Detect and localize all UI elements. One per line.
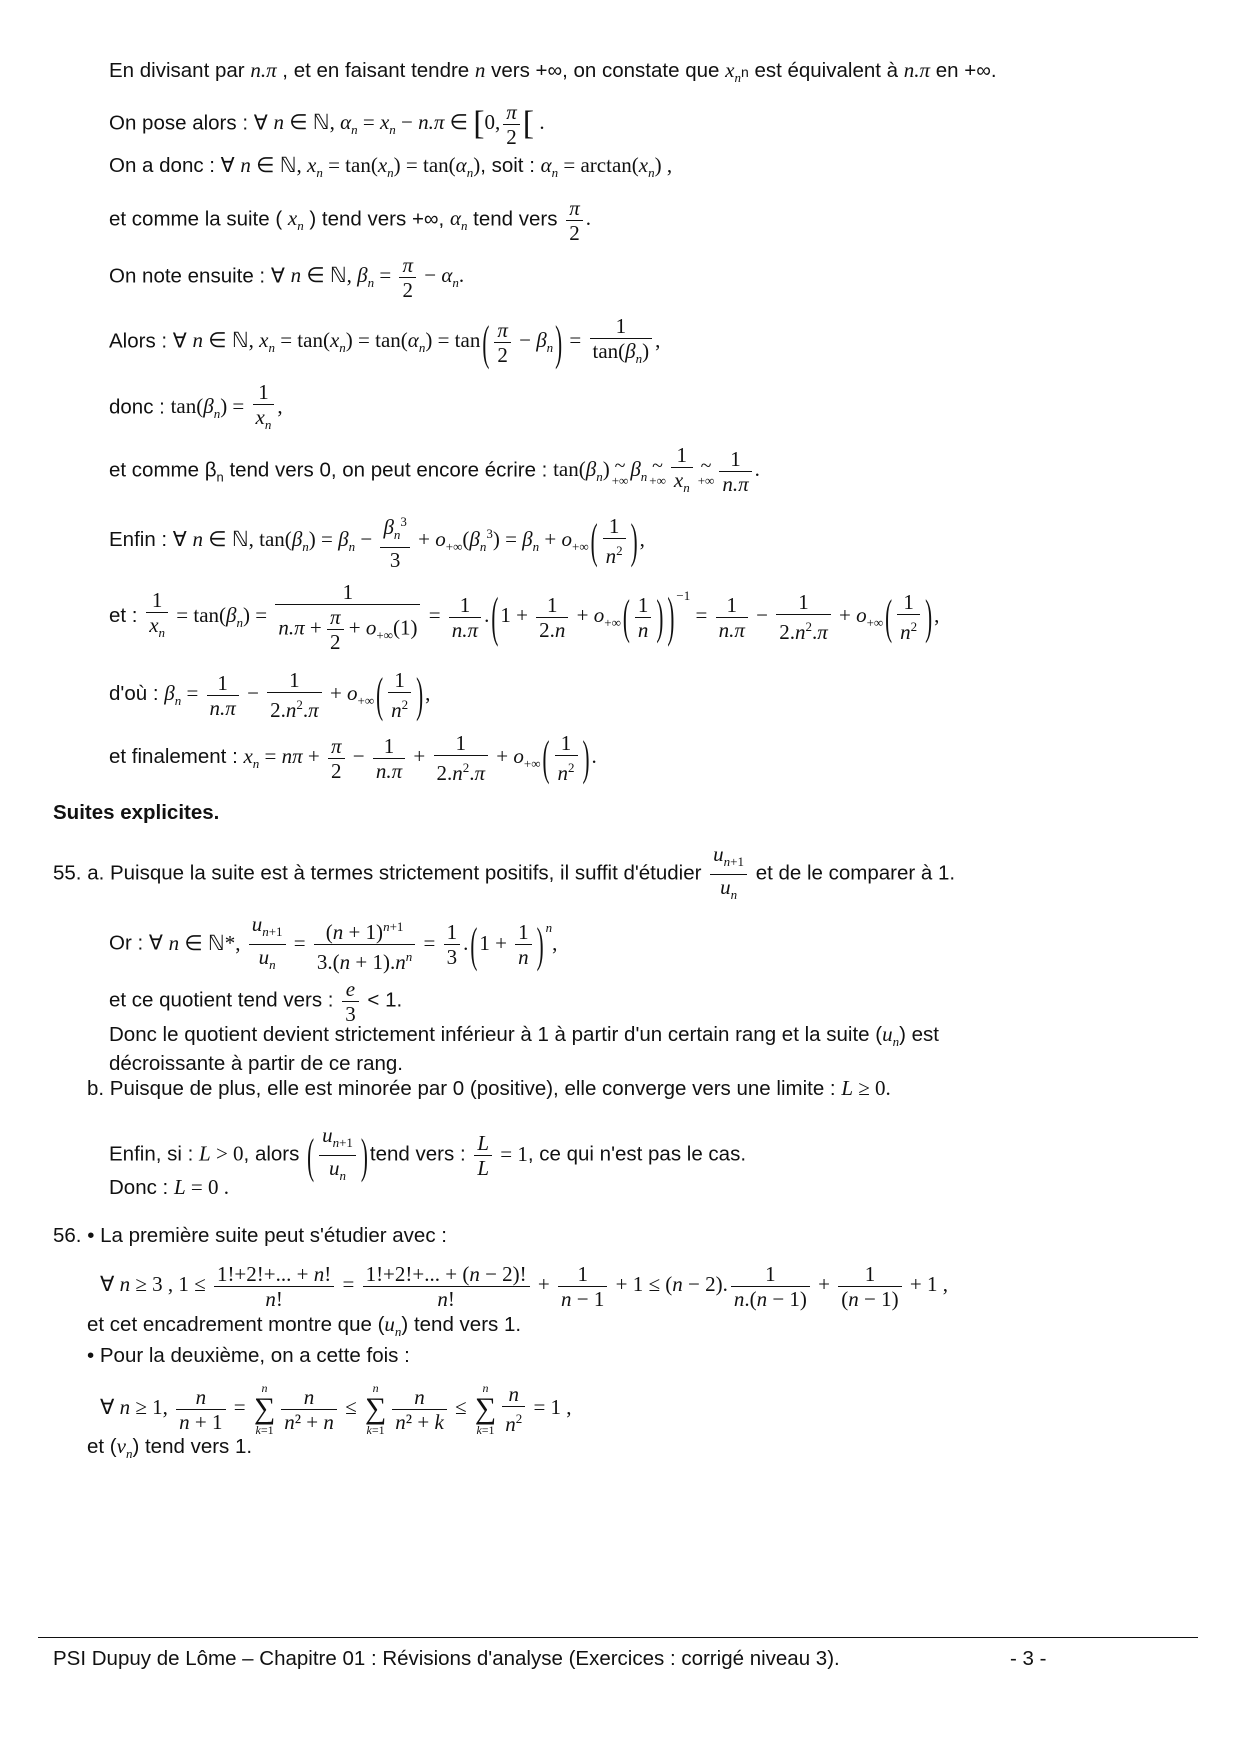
math-formula: L = 0 . [173, 1175, 229, 1199]
text-segment: On note ensuite : ∀ [109, 264, 285, 288]
text-segment: n [740, 64, 749, 80]
math-formula: n ∈ ℕ, $\alpha_n = x_n - n.\pi$ ∈ [0, $\frac{\pi}{2}$ [ . [273, 100, 545, 149]
math-formula: ∀ n ≥ 1, $\frac{n}{n + 1}$ = n ∑ k=1 $\frac{n}{\text{n² + n}}$ ≤ n ∑ k=1 $\frac{n}{\text{n² + k}}$ ≤ n ∑ k=1 $\frac{n}{n^2}$ = 1 , [100, 1381, 572, 1437]
math-formula: $\tan(\beta_n)$ = $\frac{1}{x_n}$ , [170, 380, 283, 433]
math-formula: n ∈ ℕ, $x_n = \tan(x_n) = \tan(\alpha_n) = \tan$( $\frac{\pi}{2}$ − $\beta_n$) = $\frac{1}{\tan(\beta_n)}$ , [192, 314, 661, 371]
math-vn: $v_n$ [116, 1434, 133, 1462]
math-formula: $\frac{\pi}{2}$ . [563, 206, 591, 230]
text-segment: donc : [109, 395, 165, 419]
math-formula: $\frac{e}{3}$ [339, 987, 362, 1011]
math-formula: $\frac{L}{L}$ = 1 [471, 1142, 528, 1166]
text-line-56a: 56. • La première suite peut s'étudier avec : [53, 1224, 447, 1247]
text-line-56-deuxieme: • Pour la deuxième, on a cette fois : [87, 1344, 410, 1367]
text-segment: ) tend vers +∞, [309, 207, 445, 231]
text-line-56-sum [100, 1382, 572, 1436]
text-segment: , soit : [480, 154, 535, 177]
text-segment: vers +∞, on constate que [491, 59, 720, 82]
math-formula: n ∈ ℕ, $\tan(\beta_n) = \beta_n$ − $\frac{\beta_n^3}{3}$ + $o_{+\infty}(\beta_n^3) = \beta_n + o_{+\infty}$( $\frac{1}{n^2}$ ), [193, 527, 645, 551]
text-segment: b. Puisque de plus, elle est minorée par 0 (positive), elle converge vers une limite : [87, 1077, 836, 1100]
page-number: - 3 - [1010, 1647, 1047, 1670]
math-formula: n ∈ ℕ, $\beta_n$ = $\frac{\pi}{2}$ − $\alpha_n$. [290, 253, 465, 302]
text-segment: On pose alors : ∀ [109, 111, 268, 135]
text-segment: Or : ∀ [109, 931, 163, 955]
footer-title: PSI Dupuy de Lôme – Chapitre 01 : Révisions d'analyse (Exercices : corrigé niveau 3). [53, 1647, 840, 1670]
text-line-55a [53, 842, 955, 907]
math-n-pi: n.π [903, 58, 931, 82]
math-formula: L > 0 [199, 1141, 244, 1166]
text-segment: , et en faisant tendre [282, 59, 470, 82]
text-segment: et ( [87, 1435, 117, 1458]
math-un: $u_n$ [384, 1312, 402, 1340]
text-line-4 [109, 196, 591, 245]
text-segment: Alors : ∀ [109, 329, 187, 353]
text-segment: et comme la suite ( [109, 207, 283, 231]
text-segment: d'où : [109, 681, 159, 705]
text-segment: On a donc : ∀ [109, 154, 235, 177]
text-segment: ) tend vers 1. [401, 1313, 522, 1336]
text-line-55-quotient [109, 977, 402, 1026]
text-line-5 [109, 253, 464, 302]
math-n-pi: n.π [250, 58, 277, 82]
math-formula: $\frac{1}{x_n}$ = $\tan(\beta_n)$ = 1 n.π + $\frac{\pi}{2}$ + $o_{+\infty}(1)$ = $\frac{1}{n.\pi}$ .(1 + $\frac{1}{2.n}$ + $o_{+\infty}$( $\frac{1}{n}$ ) ) $^{-1}$ = $\frac{1}{n.\pi}$ − $\frac{1}{2.n^2.\pi}$ + $o_{+\infty}$( $\frac{1}{n^2}$ ), [143, 603, 939, 627]
text-segment: et ce quotient tend vers : [109, 988, 334, 1012]
text-segment: et comme β [109, 458, 217, 482]
text-line-11 [109, 668, 430, 722]
text-line-1 [109, 57, 997, 91]
text-segment: Donc le quotient devient strictement inférieur à 1 à partir d'un certain rang et la suite ( [109, 1023, 883, 1046]
math-formula: L ≥ 0. [841, 1076, 891, 1100]
text-segment: et : [109, 603, 138, 627]
math-formula: ∀ n ≥ 3 , 1 ≤ $\frac{1!+2!+... + n!}{n!}$ = $\frac{1!+2!+... + (n - 2)!}{n!}$ + $\frac{1}{n - 1}$ + 1 ≤ (n − 2). $\frac{1}{n.(n - 1)}$ + $\frac{1}{(n - 1)}$ + 1 , [100, 1262, 948, 1311]
text-segment: et cet encadrement montre que ( [87, 1313, 385, 1336]
math-formula: ( $\frac{u_{n+1}}{u_n}$ ) [307, 1123, 368, 1184]
math-formula: $\frac{u_{n+1}}{u_n}$ [707, 861, 750, 885]
math-xn: $x_n$ [287, 206, 304, 234]
text-line-9 [109, 510, 645, 572]
text-line-55b [87, 1075, 891, 1102]
text-line-8 [109, 443, 760, 500]
math-un: $u_n$ [882, 1022, 900, 1050]
text-segment: en +∞. [935, 59, 997, 82]
text-segment: < 1. [367, 988, 403, 1012]
math-xn: $x_n$ [725, 58, 741, 86]
text-segment: tend vers : [369, 1142, 466, 1166]
text-segment: n [216, 469, 224, 485]
text-line-55-or [109, 912, 557, 977]
text-segment: ) est [899, 1023, 939, 1046]
math-formula: $\beta_n$ = $\frac{1}{n.\pi}$ − $\frac{1}{2.n^2.\pi}$ + $o_{+\infty}$( $\frac{1}{n^2}$ ), [164, 667, 431, 723]
text-line-55-conclusion [109, 1174, 229, 1201]
math-n: n [474, 58, 486, 82]
text-segment: En divisant par [109, 59, 245, 82]
text-line-56-vn [87, 1433, 252, 1467]
text-line-3 [109, 152, 672, 186]
section-heading: Suites explicites. [53, 801, 220, 824]
text-line-10 [109, 580, 939, 654]
math-formula: n ∈ ℕ*, $\frac{u_{n+1}}{u_n}$ = $\frac{(n + 1)^{n+1}}{3.(n + 1).n^n}$ = $\frac{1}{3}$ .(1 + $\frac{1}{n}$ ) $^n$, [168, 912, 558, 975]
footer-divider [38, 1637, 1198, 1638]
text-line-55-decroissante: décroissante à partir de ce rang. [109, 1052, 403, 1075]
text-segment: ) tend vers 1. [132, 1435, 253, 1458]
text-line-56-encadrement [87, 1311, 521, 1345]
math-formula: $\alpha_n = \arctan(x_n)$ , [540, 153, 673, 181]
math-formula: $x_n = n\pi$ + $\frac{\pi}{2}$ − $\frac{1}{n.\pi}$ + $\frac{1}{2.n^2.\pi}$ + $o_{+\infty}$( $\frac{1}{n^2}$ ). [243, 730, 597, 786]
text-line-56-inequality [100, 1262, 948, 1311]
text-segment: et finalement : [109, 744, 238, 768]
text-line-12 [109, 731, 597, 785]
math-formula: $\tan(\beta_n)$ ~ $+\infty\beta_n$ ~ +∞ $\frac{1}{x_n}$ ~ +∞ $\frac{1}{n.\pi}$ . [553, 443, 760, 497]
text-segment: Donc : [109, 1176, 169, 1199]
text-line-6 [109, 314, 660, 371]
math-formula: n ∈ ℕ, $x_n = \tan(x_n) = \tan(\alpha_n)$ [240, 153, 481, 181]
text-line-2 [109, 100, 545, 149]
text-segment: est équivalent à [754, 59, 899, 82]
text-segment: , ce qui n'est pas le cas. [527, 1142, 747, 1166]
text-segment: tend vers [473, 207, 558, 231]
text-segment: et de le comparer à 1. [755, 861, 956, 885]
text-line-7 [109, 380, 283, 437]
text-segment: Enfin, si : [109, 1142, 194, 1166]
text-segment: 55. a. Puisque la suite est à termes strictement positifs, il suffit d'étudier [53, 861, 702, 885]
text-segment: , alors [243, 1142, 300, 1166]
text-segment: Enfin : ∀ [109, 527, 187, 551]
math-alpha-n: $\alpha_n$ [449, 206, 468, 234]
text-segment: tend vers 0, on peut encore écrire : [229, 458, 548, 482]
